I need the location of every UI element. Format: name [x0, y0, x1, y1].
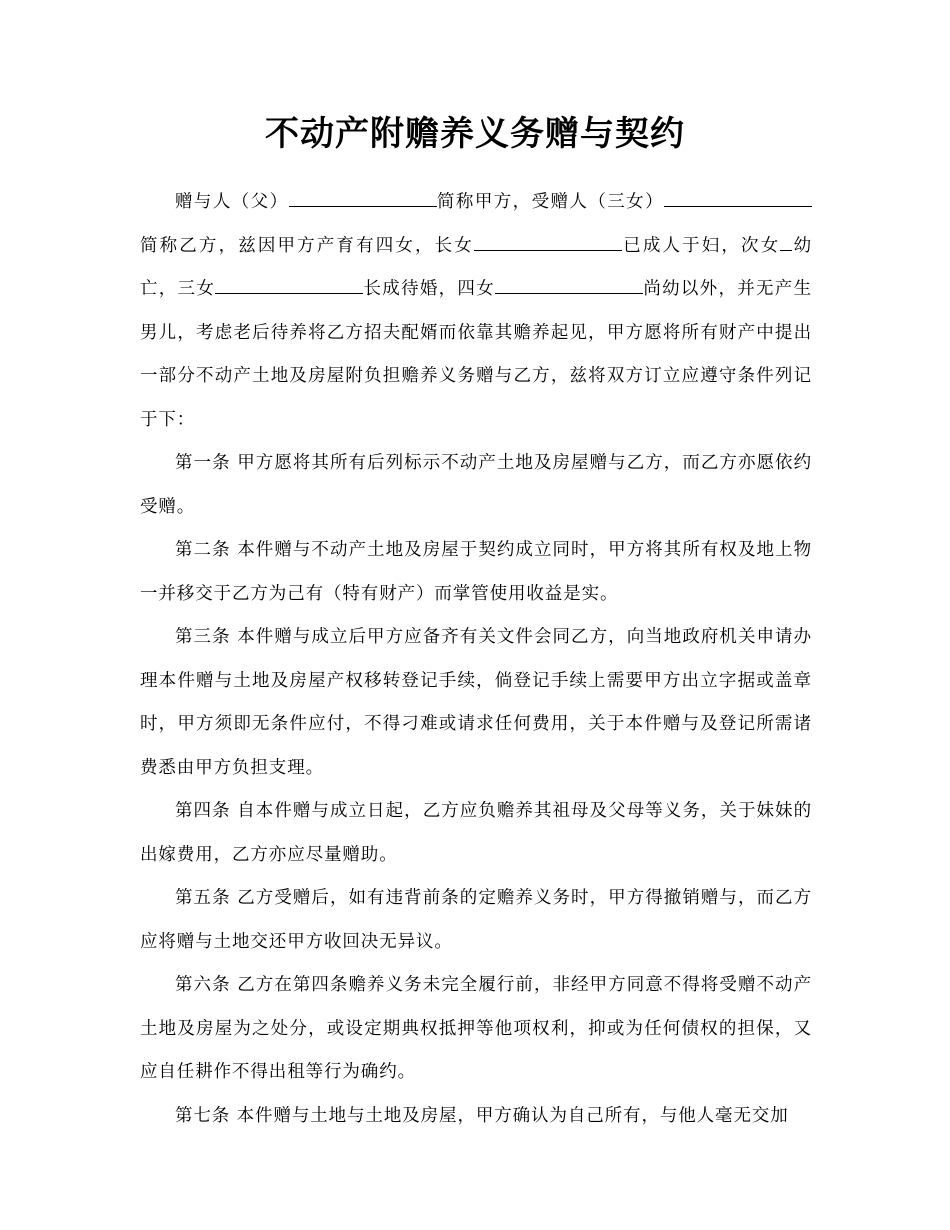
document-title: 不动产附赡养义务赠与契约	[265, 114, 685, 154]
donor-label: 赠与人（父）	[175, 192, 289, 212]
second-daughter-blank[interactable]	[780, 231, 792, 250]
preamble-text-2: 简称甲方，受赠人（三女）	[436, 192, 664, 212]
article-5: 第五条 乙方受赠后，如有违背前条的定赡养义务时，甲方得撤销赠与，而乙方应将赠与土地交还甲方收回决无异议。	[140, 888, 812, 952]
preamble-text-3: 简称乙方，兹因甲方产育有四女，长女	[140, 235, 474, 256]
eldest-daughter-blank[interactable]	[474, 231, 622, 250]
article-4: 第四条 自本件赠与成立日起，乙方应负赡养其祖母及父母等义务，关于妹妹的出嫁费用，乙方亦应尽量赠助。	[140, 801, 812, 865]
article-7: 第七条 本件赠与土地与土地及房屋，甲方确认为自己所有，与他人毫无交加	[175, 1105, 789, 1126]
fourth-daughter-blank[interactable]	[495, 275, 643, 294]
preamble-paragraph	[140, 181, 812, 442]
article-2: 第二条 本件赠与不动产土地及房屋于契约成立同时，甲方将其所有权及地上物一并移交于乙方为己有（特有财产）而掌管使用收益是实。	[140, 540, 812, 604]
preamble-text-6: 长成待婚，四女	[363, 279, 495, 299]
third-daughter-blank[interactable]	[215, 275, 363, 294]
document-body	[140, 181, 812, 1138]
preamble-text-7: 尚幼以外，并无产生男儿，考虑老后待养将乙方招夫配婿而依靠其赡养起见，甲方愿将所有财产中提出一部分不动产土地及房屋附负担赡养义务赠与乙方，兹将双方订立应遵守条件列记于下：	[140, 279, 812, 430]
article-3: 第三条 本件赠与成立后甲方应备齐有关文件会同乙方，向当地政府机关申请办理本件赠与土地及房屋产权移转登记手续，倘登记手续上需要甲方出立字据或盖章时，甲方须即无条件应付，不得刁难或请求任何费用，关于本件赠与及登记所需诸费悉由甲方负担支理。	[140, 627, 812, 778]
preamble-text-4: 已成人于妇，次女	[621, 235, 781, 256]
donee-name-blank[interactable]	[664, 188, 812, 207]
donor-name-blank[interactable]	[289, 188, 437, 207]
article-1: 第一条 甲方愿将其所有后列标示不动产土地及房屋赠与乙方，而乙方亦愿依约受赠。	[140, 453, 812, 517]
article-6: 第六条 乙方在第四条赡养义务未完全履行前，非经甲方同意不得将受赠不动产土地及房屋为之处分，或设定期典权抵押等他项权利，抑或为任何债权的担保，又应自任耕作不得出租等行为确约。	[140, 975, 812, 1082]
preamble-text-5: 幼亡，三女	[140, 235, 813, 299]
